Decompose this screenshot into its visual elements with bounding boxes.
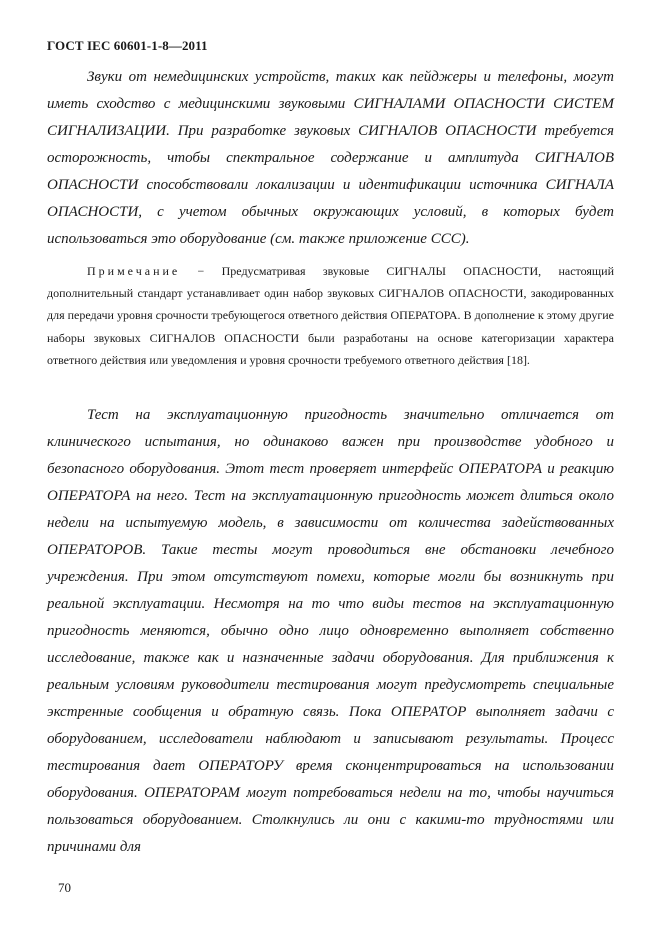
- note-text: − Предусматривая звуковые СИГНАЛЫ ОПАСНОСТИ, настоящий дополнительный стандарт устанавливает один набор звуковых СИГНАЛОВ ОПАСНОСТИ, закодированных для передачи уровня срочности требующегося ответного действия ОПЕРАТОРА. В дополнение к этому другие наборы звуковых СИГНАЛОВ ОПАСНОСТИ были разработаны на основе категоризации характера ответного действия или уведомления и уровня срочности требуемого ответного действия [18].: [47, 264, 614, 367]
- note-paragraph: [47, 260, 614, 371]
- note-label: Примечание: [87, 264, 181, 278]
- page-number: 70: [58, 880, 71, 895]
- paragraph-sound-signals: [47, 64, 614, 253]
- paragraph-usability-test: [47, 402, 614, 861]
- paragraph-text: Тест на эксплуатационную пригодность значительно отличается от клинического испытания, но одинаково важен при производстве удобного и безопасного оборудования. Этот тест проверяет интерфейс ОПЕРАТОРА и реакцию ОПЕРАТОРА на него. Тест на эксплуатационную пригодность может длиться около недели на испытуемую модель, в зависимости от количества задействованных ОПЕРАТОРОВ. Такие тесты могут проводиться вне обстановки лечебного учреждения. При этом отсутствуют помехи, которые могли бы возникнуть при реальной эксплуатации. Несмотря на то что виды тестов на эксплуатационную пригодность меняются, обычно одно лицо одновременно выполняет собственно исследование, также как и назначенные задачи оборудования. Для приближения к реальным условиям руководители тестирования могут предусмотреть специальные экстренные сообщения и обратную связь. Пока ОПЕРАТОР выполняет задачи с оборудованием, исследователи наблюдают и записывают результаты. Процесс тестирования дает ОПЕРАТОРУ время сконцентрироваться на использовании оборудования. ОПЕРАТОРАМ могут потребоваться недели на то, чтобы научиться пользоваться оборудованием. Столкнулись ли они с какими-то трудностями или причинами для: [47, 407, 614, 855]
- note-text-container: [47, 260, 614, 371]
- paragraph-text: Звуки от немедицинских устройств, таких как пейджеры и телефоны, могут иметь сходство с медицинскими звуковыми СИГНАЛАМИ ОПАСНОСТИ СИСТЕМ СИГНАЛИЗАЦИИ. При разработке звуковых СИГНАЛОВ ОПАСНОСТИ требуется осторожность, чтобы спектральное содержание и амплитуда СИГНАЛОВ ОПАСНОСТИ способствовали локализации и идентификации источника СИГНАЛА ОПАСНОСТИ, с учетом обычных окружающих условий, в которых будет использоваться это оборудование (см. также приложение ССС).: [47, 69, 614, 247]
- document-header: ГОСТ IEC 60601-1-8—2011: [47, 38, 208, 53]
